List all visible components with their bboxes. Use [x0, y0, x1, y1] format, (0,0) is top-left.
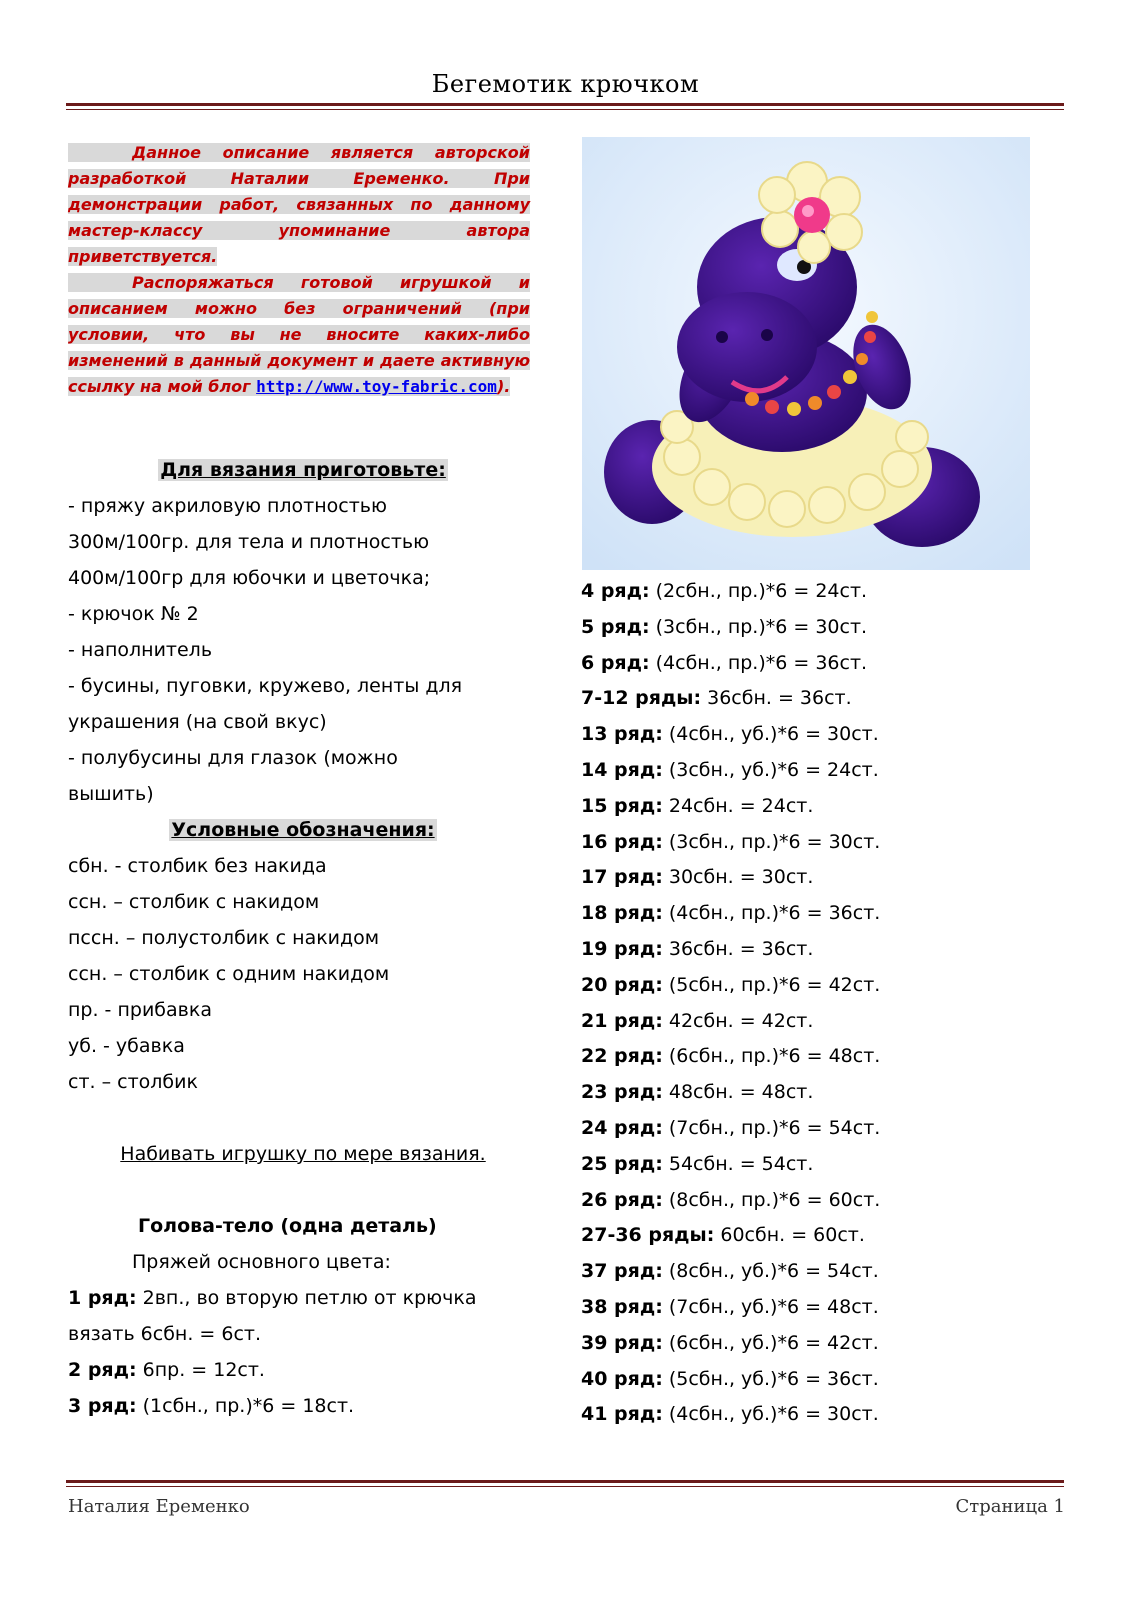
row-instruction: 6пр. = 12ст. — [136, 1359, 265, 1381]
row-label: 40 ряд: — [581, 1367, 663, 1390]
pattern-row — [581, 825, 1051, 861]
legend-item: сбн. - столбик без накида — [68, 855, 327, 877]
pattern-row — [581, 1254, 1051, 1290]
pattern-row — [581, 1111, 1051, 1147]
pattern-row — [581, 646, 1051, 682]
row-instruction: (8сбн., пр.)*6 = 60ст. — [662, 1188, 881, 1211]
page-title: Бегемотик крючком — [431, 70, 700, 98]
left-column — [68, 452, 538, 1424]
section-intro: Пряжей основного цвета: — [132, 1251, 391, 1273]
material-item: - полубусины для глазок (можно — [68, 747, 398, 769]
blog-link[interactable]: http://www.toy-fabric.com — [256, 377, 497, 396]
row-label: 24 ряд: — [581, 1116, 663, 1139]
row-label: 22 ряд: — [581, 1045, 663, 1068]
pattern-row — [581, 574, 1051, 610]
pattern-row — [581, 1147, 1051, 1183]
row-instruction: 2вп., во вторую петлю от крючка — [136, 1287, 477, 1309]
pattern-row — [581, 1075, 1051, 1111]
author-note-text-1: Данное описание является авторской разработкой Наталии Еременко. При демонстрации работ, связанных по данному мастер-классу упоминание автора приветствуется. — [68, 143, 530, 266]
material-item: - бусины, пуговки, кружево, ленты для — [68, 675, 463, 697]
pattern-row — [581, 789, 1051, 825]
row-instruction: (3сбн., пр.)*6 = 30ст. — [662, 830, 881, 853]
row-label: 41 ряд: — [581, 1403, 663, 1426]
legend-list — [68, 848, 538, 1100]
legend-item: уб. - убавка — [68, 1035, 185, 1057]
row-label: 39 ряд: — [581, 1331, 663, 1354]
row-instruction: (4сбн., пр.)*6 = 36ст. — [662, 902, 881, 925]
material-item: украшения (на свой вкус) — [68, 711, 327, 733]
material-item: 400м/100гр для юбочки и цветочка; — [68, 567, 431, 589]
row-instruction: (3сбн., уб.)*6 = 24ст. — [662, 758, 879, 781]
row-instruction: (6сбн., уб.)*6 = 42ст. — [662, 1331, 879, 1354]
pattern-row — [581, 1362, 1051, 1398]
pattern-row — [581, 968, 1051, 1004]
pattern-row — [581, 860, 1051, 896]
row-label: 18 ряд: — [581, 902, 663, 925]
row-instruction: 36сбн. = 36ст. — [662, 937, 814, 960]
row-label: 27-36 ряды: — [581, 1224, 715, 1247]
footer-rule-thin — [66, 1486, 1064, 1487]
author-note-text-2: Распоряжаться готовой игрушкой и описанием можно без ограничений (при условии, что вы не вносите каких-либо изменений в данный документ и даете активную ссылку на мой блог — [68, 273, 530, 396]
row-label: 17 ряд: — [581, 866, 663, 889]
material-item: - крючок № 2 — [68, 603, 199, 625]
pattern-row — [581, 932, 1051, 968]
row-instruction: (1сбн., пр.)*6 = 18ст. — [136, 1395, 355, 1417]
row-instruction: вязать 6сбн. = 6ст. — [68, 1323, 262, 1345]
right-column — [581, 574, 1051, 1433]
pattern-row — [581, 1039, 1051, 1075]
row-label: 5 ряд: — [581, 615, 650, 638]
legend-item: пссн. – полустолбик с накидом — [68, 927, 380, 949]
rows-left — [68, 1280, 538, 1424]
pattern-row — [581, 1397, 1051, 1433]
row-instruction: (3сбн., пр.)*6 = 30ст. — [649, 615, 868, 638]
row-instruction: (7сбн., пр.)*6 = 54ст. — [662, 1116, 881, 1139]
row-label: 2 ряд: — [68, 1359, 137, 1381]
pattern-row — [581, 717, 1051, 753]
row-label: 3 ряд: — [68, 1395, 137, 1417]
header-rule-thin — [66, 109, 1064, 110]
row-label: 21 ряд: — [581, 1009, 663, 1032]
pattern-row — [68, 1316, 538, 1352]
row-label: 23 ряд: — [581, 1081, 663, 1104]
legend-item: ссн. – столбик с накидом — [68, 891, 320, 913]
hippo-photo — [582, 137, 1030, 570]
material-item: 300м/100гр. для тела и плотностью — [68, 531, 430, 553]
legend-item: пр. - прибавка — [68, 999, 212, 1021]
row-instruction: 42сбн. = 42ст. — [662, 1009, 814, 1032]
row-instruction: (6сбн., пр.)*6 = 48ст. — [662, 1045, 881, 1068]
row-instruction: (4сбн., пр.)*6 = 36ст. — [649, 651, 868, 674]
row-label: 13 ряд: — [581, 723, 663, 746]
row-label: 4 ряд: — [581, 580, 650, 602]
row-instruction: 24сбн. = 24ст. — [662, 794, 814, 817]
pattern-row — [68, 1280, 538, 1316]
pattern-row — [581, 753, 1051, 789]
row-label: 25 ряд: — [581, 1152, 663, 1175]
row-label: 1 ряд: — [68, 1287, 137, 1309]
row-instruction: 36сбн. = 36ст. — [701, 687, 852, 710]
pattern-row — [581, 1290, 1051, 1326]
row-instruction: 30сбн. = 30ст. — [662, 866, 814, 889]
material-item: - наполнитель — [68, 639, 213, 661]
row-label: 15 ряд: — [581, 794, 663, 817]
row-instruction: 48сбн. = 48ст. — [662, 1081, 814, 1104]
footer-rule — [66, 1480, 1064, 1483]
row-label: 37 ряд: — [581, 1260, 663, 1283]
row-label: 6 ряд: — [581, 651, 650, 674]
materials-heading: Для вязания приготовьте: — [160, 459, 446, 481]
row-label: 16 ряд: — [581, 830, 663, 853]
rows-right — [581, 574, 1051, 1433]
row-instruction: (5сбн., пр.)*6 = 42ст. — [662, 973, 881, 996]
pattern-row — [581, 681, 1051, 717]
row-instruction: (8сбн., уб.)*6 = 54ст. — [662, 1260, 879, 1283]
pattern-row — [581, 1218, 1051, 1254]
pattern-row — [581, 610, 1051, 646]
pattern-row — [581, 1183, 1051, 1219]
row-label: 7-12 ряды: — [581, 687, 702, 710]
row-instruction: 60сбн. = 60ст. — [714, 1224, 865, 1247]
pattern-row — [581, 1326, 1051, 1362]
row-label: 26 ряд: — [581, 1188, 663, 1211]
author-note-end: ). — [496, 377, 511, 396]
material-item: вышить) — [68, 783, 154, 805]
stuffing-note: Набивать игрушку по мере вязания. — [120, 1143, 486, 1165]
pattern-row — [581, 1004, 1051, 1040]
materials-list — [68, 488, 538, 812]
legend-item: ст. – столбик — [68, 1071, 198, 1093]
pattern-row — [68, 1388, 538, 1424]
snout — [677, 292, 817, 402]
row-instruction: (4сбн., уб.)*6 = 30ст. — [662, 723, 879, 746]
row-instruction: (2сбн., пр.)*6 = 24ст. — [649, 580, 868, 602]
author-note-paragraph — [68, 270, 530, 400]
row-instruction: (5сбн., уб.)*6 = 36ст. — [662, 1367, 879, 1390]
author-note — [68, 140, 530, 400]
row-instruction: 54сбн. = 54ст. — [662, 1152, 814, 1175]
author-note-paragraph — [68, 140, 530, 270]
pattern-row — [581, 896, 1051, 932]
footer-page-number: Страница 1 — [955, 1496, 1065, 1517]
row-instruction: (4сбн., уб.)*6 = 30ст. — [662, 1403, 879, 1426]
section-title: Голова-тело (одна деталь) — [138, 1215, 437, 1237]
legend-heading: Условные обозначения: — [171, 819, 435, 841]
row-label: 38 ряд: — [581, 1295, 663, 1318]
pattern-row — [68, 1352, 538, 1388]
row-instruction: (7сбн., уб.)*6 = 48ст. — [662, 1295, 879, 1318]
row-label: 19 ряд: — [581, 937, 663, 960]
row-label: 20 ряд: — [581, 973, 663, 996]
legend-item: ссн. – столбик с одним накидом — [68, 963, 390, 985]
material-item: - пряжу акриловую плотностью — [68, 495, 387, 517]
footer-author: Наталия Еременко — [68, 1496, 250, 1517]
row-label: 14 ряд: — [581, 758, 663, 781]
header-rule — [66, 103, 1064, 106]
